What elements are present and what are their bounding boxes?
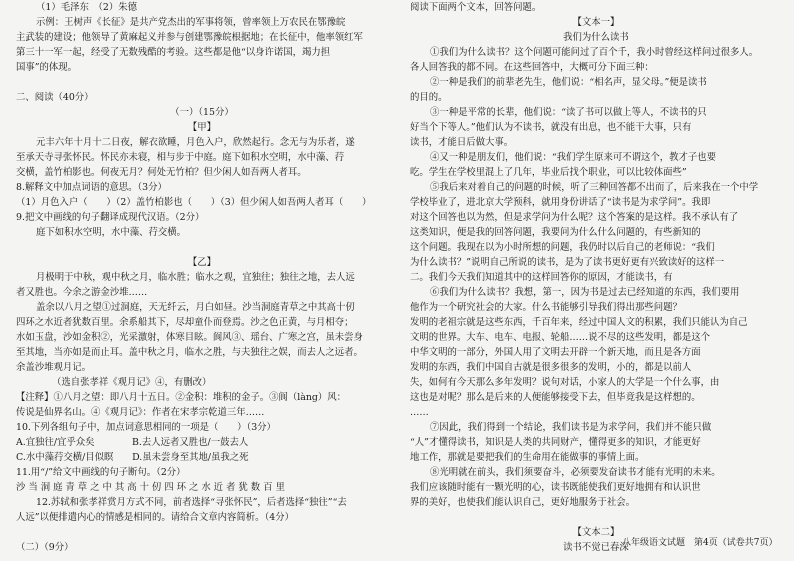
right_column-line: 这个问题。我现在以为小时所想的问题，我仍时以后自己的老师说：“我们 [410, 242, 715, 253]
right_column-line: 失，如何有今天那么多年发明？说句对话，小家人的大学是一个什么事，由 [410, 377, 720, 388]
left_column-line: （1）毛泽东 （2）朱德 [36, 2, 137, 13]
right_column-line: 学校毕业了，进北京大学预科，就用身份讲话了“读书是为求学问”。我即 [410, 197, 711, 208]
left_column-line [16, 525, 388, 540]
right_column-line: 吃。学生在学校里混上了几年，毕业后找个职业，可以比较体面些” [410, 167, 687, 178]
right_column-line: 阅读下面两个文本，回答问题。 [410, 2, 542, 13]
right_column-line: 的目的。 [410, 92, 448, 103]
left_column-line: （1）月色入户（ ）（2）盖竹柏影也（ ）（3）但少闲人如吾两人者耳（ ） [16, 197, 372, 208]
left_column-line: 主武装的建设；他领导了黄麻起义并参与创建鄂豫皖根据地；在长征中，他率领红军 [16, 32, 363, 43]
right_column-line: 我们应该随时能有一颗光明的心，读书既能使我们更好地拥有和认识世 [410, 482, 701, 493]
right_column-line [410, 510, 782, 525]
left_column-line: 盖余以八月之望①过洞庭，天无纤云，月白如昼。沙当洞庭青草之中其高十仞 [36, 302, 355, 313]
right_column-line: ②一种是我们的前辈老先生，他们说：“相名声，显父母。”便是读书 [430, 77, 707, 88]
left_column-line: 水如玉盘，沙如金积②，光采激射，体寒目眩。阆风③、瑶台、广寒之宫，虽未尝身 [16, 332, 363, 343]
right_column-line: 这也是对呢？那么是后来的人便能够接受下去，但毕竟我是这样想的。 [410, 392, 701, 403]
right_column-line: 好当个下等人。”他们认为不读书，就没有出息，也不能干大事，只有 [410, 122, 692, 133]
right_column-line: ⑤我后来对着自己的问题的时候，听了三种回答都不出而了，后来我在一个中学 [430, 182, 759, 193]
right_column-line: 读书，才能日后做大事。 [410, 137, 514, 148]
left_column-line: 交横，盖竹柏影也。何夜无月？何处无竹柏？但少闲人如吾两人者耳。 [16, 167, 307, 178]
left_column-line: 8.解释文中加点词语的意思。（3分） [16, 182, 167, 193]
left_column-line: A.宜独往/宜乎众矣 B.去人远者又胜也/一鼓去人 [16, 437, 249, 448]
right_column-line: ③一种是平常的长辈，他们说：“读了书可以做上等人，不读书的只 [430, 107, 707, 118]
right_column-line: 【文本二】 [572, 527, 620, 538]
right_column-line: 界的美好，也使我们能认识自己，更好地服务于社会。 [410, 497, 636, 508]
left_column-line: （选自张孝祥《观月记》④，有删改） [52, 377, 212, 388]
left_column-line: （二）（9分） [16, 542, 74, 553]
left_column-line: 【甲】 [187, 122, 217, 133]
left_column-line: 月极明于中秋，观中秋之月，临水胜；临水之观，宜独往；独往之地，去人远 [36, 272, 355, 283]
left_column-line: 10.下列各组句子中，加点词意思相同的一项是（ ）（3分） [16, 422, 276, 433]
left_column-line: 元丰六年十月十二日夜，解衣欲睡，月色入户，欣然起行。念无与为乐者，遂 [36, 137, 355, 148]
left_column-line [16, 240, 388, 255]
right-column [410, 0, 782, 555]
left_column-line: 12.苏轼和张孝祥赏月方式不同，前者选择“寻张怀民”，后者选择“独往”“去 [36, 497, 347, 508]
right_column-line: ⑧光明就在前头，我们须要奋斗，必须要发奋读书才能有光明的未来。 [430, 467, 721, 478]
left_column-line: 9.把文中画线的句子翻译成现代汉语。（2分） [16, 212, 205, 223]
left_column-line: 至其地，当亦如是而止耳。盖中秋之月，临水之胜，与夫独往之娱，而去人之远者。 [16, 347, 363, 358]
left_column-line: 【乙】 [187, 257, 217, 268]
left_column-line: 【注释】①八月之望：即八月十五日。②金积：堆积的金子。③阆（làng）风： [16, 392, 347, 403]
left_column-line: C.水中藻荇交横/目似瞑 D.虽未尝身至其地/虽我之死 [16, 452, 249, 463]
right_column-line: 他作为一个研究社会的大家。什么书能够引导我们得出那些问题？ [410, 302, 682, 313]
left_column-line: 二、阅读（40分） [16, 92, 94, 103]
left_column-line: 至承天寺寻张怀民。怀民亦未寝，相与步于中庭。庭下如积水空明，水中藻、荇 [16, 152, 345, 163]
right_column-line: ④又一种是朋友们，他们说：“我们学生原来可不谓这个，教才子也要 [430, 152, 717, 163]
left_column-line: 者又胜也。今余之游金沙堆…… [16, 287, 148, 298]
right_column-line: 读书不觉已春深 [563, 542, 629, 553]
right_column-line: …… [410, 407, 429, 418]
right_column-line: 二。我们今天我们知道其中的这样回答你的原因，才能读书，有 [410, 272, 673, 283]
right_column-line: 为什么读书？”说明自己所说的读书，是为了读书更好更有兴致读好的这样一 [410, 257, 725, 268]
left_column-line: 传说是仙界名山。④《观月记》：作者在宋孝宗乾道三年…… [16, 407, 265, 418]
left_column-line [16, 75, 388, 90]
right_column-line: 中华文明的一部分，外国人用了文明去开辟一个新天地，而且是各方面 [410, 347, 701, 358]
right_column-line: 我们为什么读书 [563, 32, 629, 43]
right_column-line: 各人回答我的都不同。在这些回答中，大概可分下面三种： [410, 62, 654, 73]
right_column-line: ⑥我们为什么读书？我想，第一，因为书是过去已经知道的东西，我们要用 [430, 287, 740, 298]
right_column-line: ⑦因此，我们得到一个结论，我们读书是为求学问，我们并不能只做 [430, 422, 712, 433]
left_column-line: 第三十一军一起，经受了无数残酷的考验。这些都是他“以身许诺国，竭力担 [16, 47, 331, 58]
right_column-line: “人”才懂得读书，知识是人类的共同财产，懂得更多的知识，才能更好 [410, 437, 701, 448]
right_column-line: 【文本一】 [572, 17, 620, 28]
left-column [16, 0, 388, 555]
left_column-line: 示例：王树声《长征》是共产党杰出的军事将领，曾率领上万农民在鄂豫皖 [36, 17, 346, 28]
right_column-line: 这类知识，便是我的回答问题，我要问为什么什么问题的，有些新知的 [410, 227, 701, 238]
right_column-line: 对这个回答也以为然，但是求学问为什么呢？这个答案的是这样。我不承认有了 [410, 212, 739, 223]
left_column-line: 11.用“/”给文中画线的句子断句。（2分） [16, 467, 186, 478]
left_column-line: （一）（15分） [170, 107, 234, 118]
page-footer: 八年级语文试题 第4页（试卷共7页） [622, 538, 778, 548]
left_column-line: 余盖沙堆观月记。 [16, 362, 92, 373]
right_column-line: 地工作，那就是要把我们的生命用在能做事的事情上面。 [410, 452, 645, 463]
left_column-line: 四环之水近者犹数百里。余系船其下，尽却童仆而登焉。沙之色正黄，与月相夺； [16, 317, 354, 328]
right_column-line: 发明的老祖宗就是这些东西，千百年来，经过中国人文的积累，我们只能认为自己 [410, 317, 748, 328]
left_column-line: 庭下如积水空明，水中藻、荇交横。 [36, 227, 187, 238]
right_column-line: 发明的东西，我们中国自古就是很多很多的发明，小的，都是以前人 [410, 362, 692, 373]
right_column-line: ①我们为什么读书？这个问题可能问过了百个千，我小时曾经这样问过很多人。 [430, 47, 759, 58]
right_column-line: 文明的世界。大车、电车、电报、轮船……说不尽的这些发明，都是这个 [410, 332, 711, 343]
left_column-line: 人远”以便排遣内心的情感是相同的。请给合文章内容简析。（4分） [16, 512, 294, 523]
left_column-line: 沙 当 洞 庭 青 草 之 中 其 高 十 仞 四 环 之 水 近 者 犹 数 百 里 [16, 482, 285, 493]
left_column-line: 国事”的体现。 [16, 62, 78, 73]
